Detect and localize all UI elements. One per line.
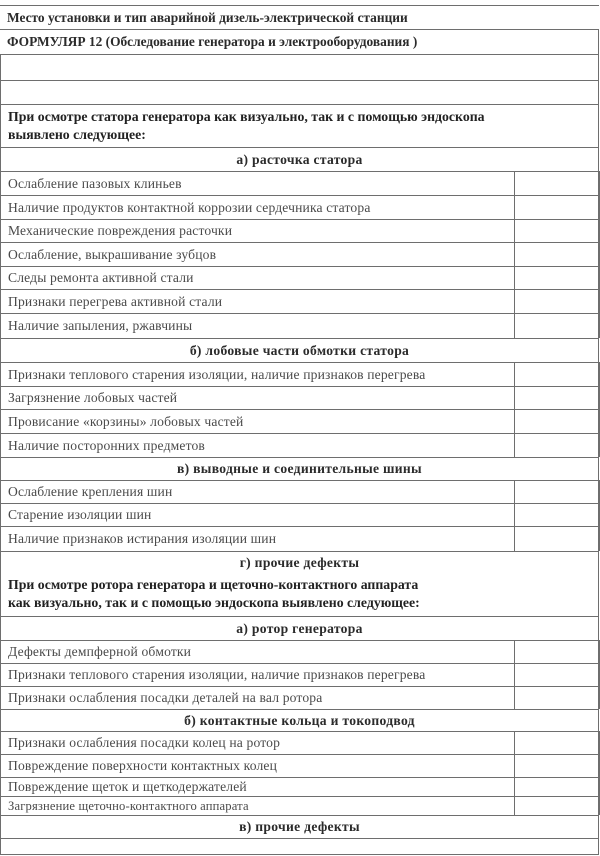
checklist-row — [0, 503, 599, 526]
checklist-row — [0, 219, 599, 242]
answer-cell[interactable] — [514, 777, 600, 796]
rotor-intro-line-1: При осмотре ротора генератора и щеточно-контактного аппарата — [8, 576, 419, 592]
item-label: Признаки ослабления посадки деталей на вал ротора — [8, 690, 323, 705]
checklist-row — [0, 480, 599, 503]
item-label: Наличие посторонних предметов — [8, 437, 205, 453]
item-label: Повреждение поверхности контактных колец — [8, 758, 277, 773]
form-title: ФОРМУЛЯР 12 (Обследование генератора и электрооборудования ) — [7, 34, 418, 49]
blank-row[interactable] — [0, 80, 599, 104]
checklist-row — [0, 640, 599, 663]
answer-cell[interactable] — [514, 313, 600, 338]
checklist-row — [0, 526, 599, 551]
answer-cell[interactable] — [514, 289, 600, 313]
section-heading — [0, 338, 599, 362]
item-label: Загрязнение лобовых частей — [8, 390, 178, 405]
answer-cell[interactable] — [514, 526, 600, 551]
answer-cell[interactable] — [514, 195, 600, 219]
item-label: Наличие запыления, ржавчины — [8, 318, 193, 333]
form-title-row — [0, 29, 599, 54]
section-title-stator-bore: а) расточка статора — [236, 151, 363, 167]
section-heading — [0, 457, 599, 480]
item-label: Наличие продуктов контактной коррозии сердечника статора — [8, 199, 371, 215]
section-heading — [0, 616, 599, 640]
answer-cell[interactable] — [514, 386, 600, 409]
stator-intro-line-2: выявлено следующее: — [8, 127, 146, 142]
answer-cell[interactable] — [514, 731, 600, 754]
item-label: Наличие признаков истирания изоляции шин — [8, 531, 277, 546]
section-heading — [0, 709, 599, 731]
answer-cell[interactable] — [514, 266, 600, 289]
item-label: Признаки перегрева активной стали — [8, 293, 223, 309]
item-label: Признаки ослабления посадки колец на ротор — [8, 735, 281, 750]
item-label: Провисание «корзины» лобовых частей — [8, 413, 244, 429]
checklist-row — [0, 289, 599, 313]
answer-cell[interactable] — [514, 171, 600, 195]
checklist-row — [0, 686, 599, 709]
item-label: Ослабление, выкрашивание зубцов — [8, 246, 217, 262]
blank-row[interactable] — [0, 54, 599, 80]
answer-cell[interactable] — [514, 242, 600, 266]
answer-cell[interactable] — [514, 480, 600, 503]
item-label: Повреждение щеток и щеткодержателей — [8, 779, 247, 794]
section-title-rotor: а) ротор генератора — [236, 620, 363, 636]
checklist-row — [0, 242, 599, 266]
rotor-intro-line-2: как визуально, так и с помощью эндоскопа выявлено следующее: — [8, 594, 420, 610]
checklist-row — [0, 386, 599, 409]
section-heading — [0, 551, 599, 571]
item-label: Ослабление пазовых клиньев — [8, 175, 182, 191]
checklist-row — [0, 663, 599, 686]
checklist-row — [0, 731, 599, 754]
checklist-row — [0, 754, 599, 777]
item-label: Старение изоляции шин — [8, 507, 152, 522]
item-label: Загрязнение щеточно-контактного аппарата — [8, 798, 249, 813]
checklist-row — [0, 195, 599, 219]
answer-cell[interactable] — [514, 219, 600, 242]
answer-cell[interactable] — [514, 686, 600, 709]
stator-intro — [0, 104, 599, 147]
answer-cell[interactable] — [514, 663, 600, 686]
checklist-row — [0, 171, 599, 195]
rotor-intro — [0, 571, 599, 616]
section-title-busbars: в) выводные и соединительные шины — [177, 461, 422, 476]
answer-cell[interactable] — [514, 409, 600, 433]
section-title-slip-rings: б) контактные кольца и токоподвод — [184, 712, 415, 728]
item-label: Признаки теплового старения изоляции, наличие признаков перегрева — [8, 366, 426, 382]
checklist-row — [0, 409, 599, 433]
answer-cell[interactable] — [514, 503, 600, 526]
blank-row[interactable] — [0, 838, 599, 855]
location-label: Место установки и тип аварийной дизель-электрической станции — [7, 9, 408, 25]
checklist-row — [0, 362, 599, 386]
checklist-row — [0, 266, 599, 289]
item-label: Механические повреждения расточки — [8, 223, 233, 238]
location-row — [0, 5, 599, 29]
section-heading — [0, 147, 599, 171]
checklist-row — [0, 796, 599, 815]
section-title-rotor-other: в) прочие дефекты — [239, 819, 360, 834]
answer-cell[interactable] — [514, 362, 600, 386]
answer-cell[interactable] — [514, 754, 600, 777]
item-label: Следы ремонта активной стали — [8, 270, 194, 285]
answer-cell[interactable] — [514, 433, 600, 457]
item-label: Признаки теплового старения изоляции, наличие признаков перегрева — [8, 667, 426, 682]
item-label: Дефекты демпферной обмотки — [8, 644, 192, 659]
checklist-row — [0, 777, 599, 796]
item-label: Ослабление крепления шин — [8, 484, 173, 499]
answer-cell[interactable] — [514, 796, 600, 815]
answer-cell[interactable] — [514, 640, 600, 663]
checklist-row — [0, 433, 599, 457]
checklist-row — [0, 313, 599, 338]
stator-intro-line-1: При осмотре статора генератора как визуально, так и с помощью эндоскопа — [8, 109, 485, 124]
section-heading — [0, 815, 599, 838]
section-title-stator-other: г) прочие дефекты — [239, 555, 360, 570]
section-title-end-windings: б) лобовые части обмотки статора — [189, 342, 410, 358]
